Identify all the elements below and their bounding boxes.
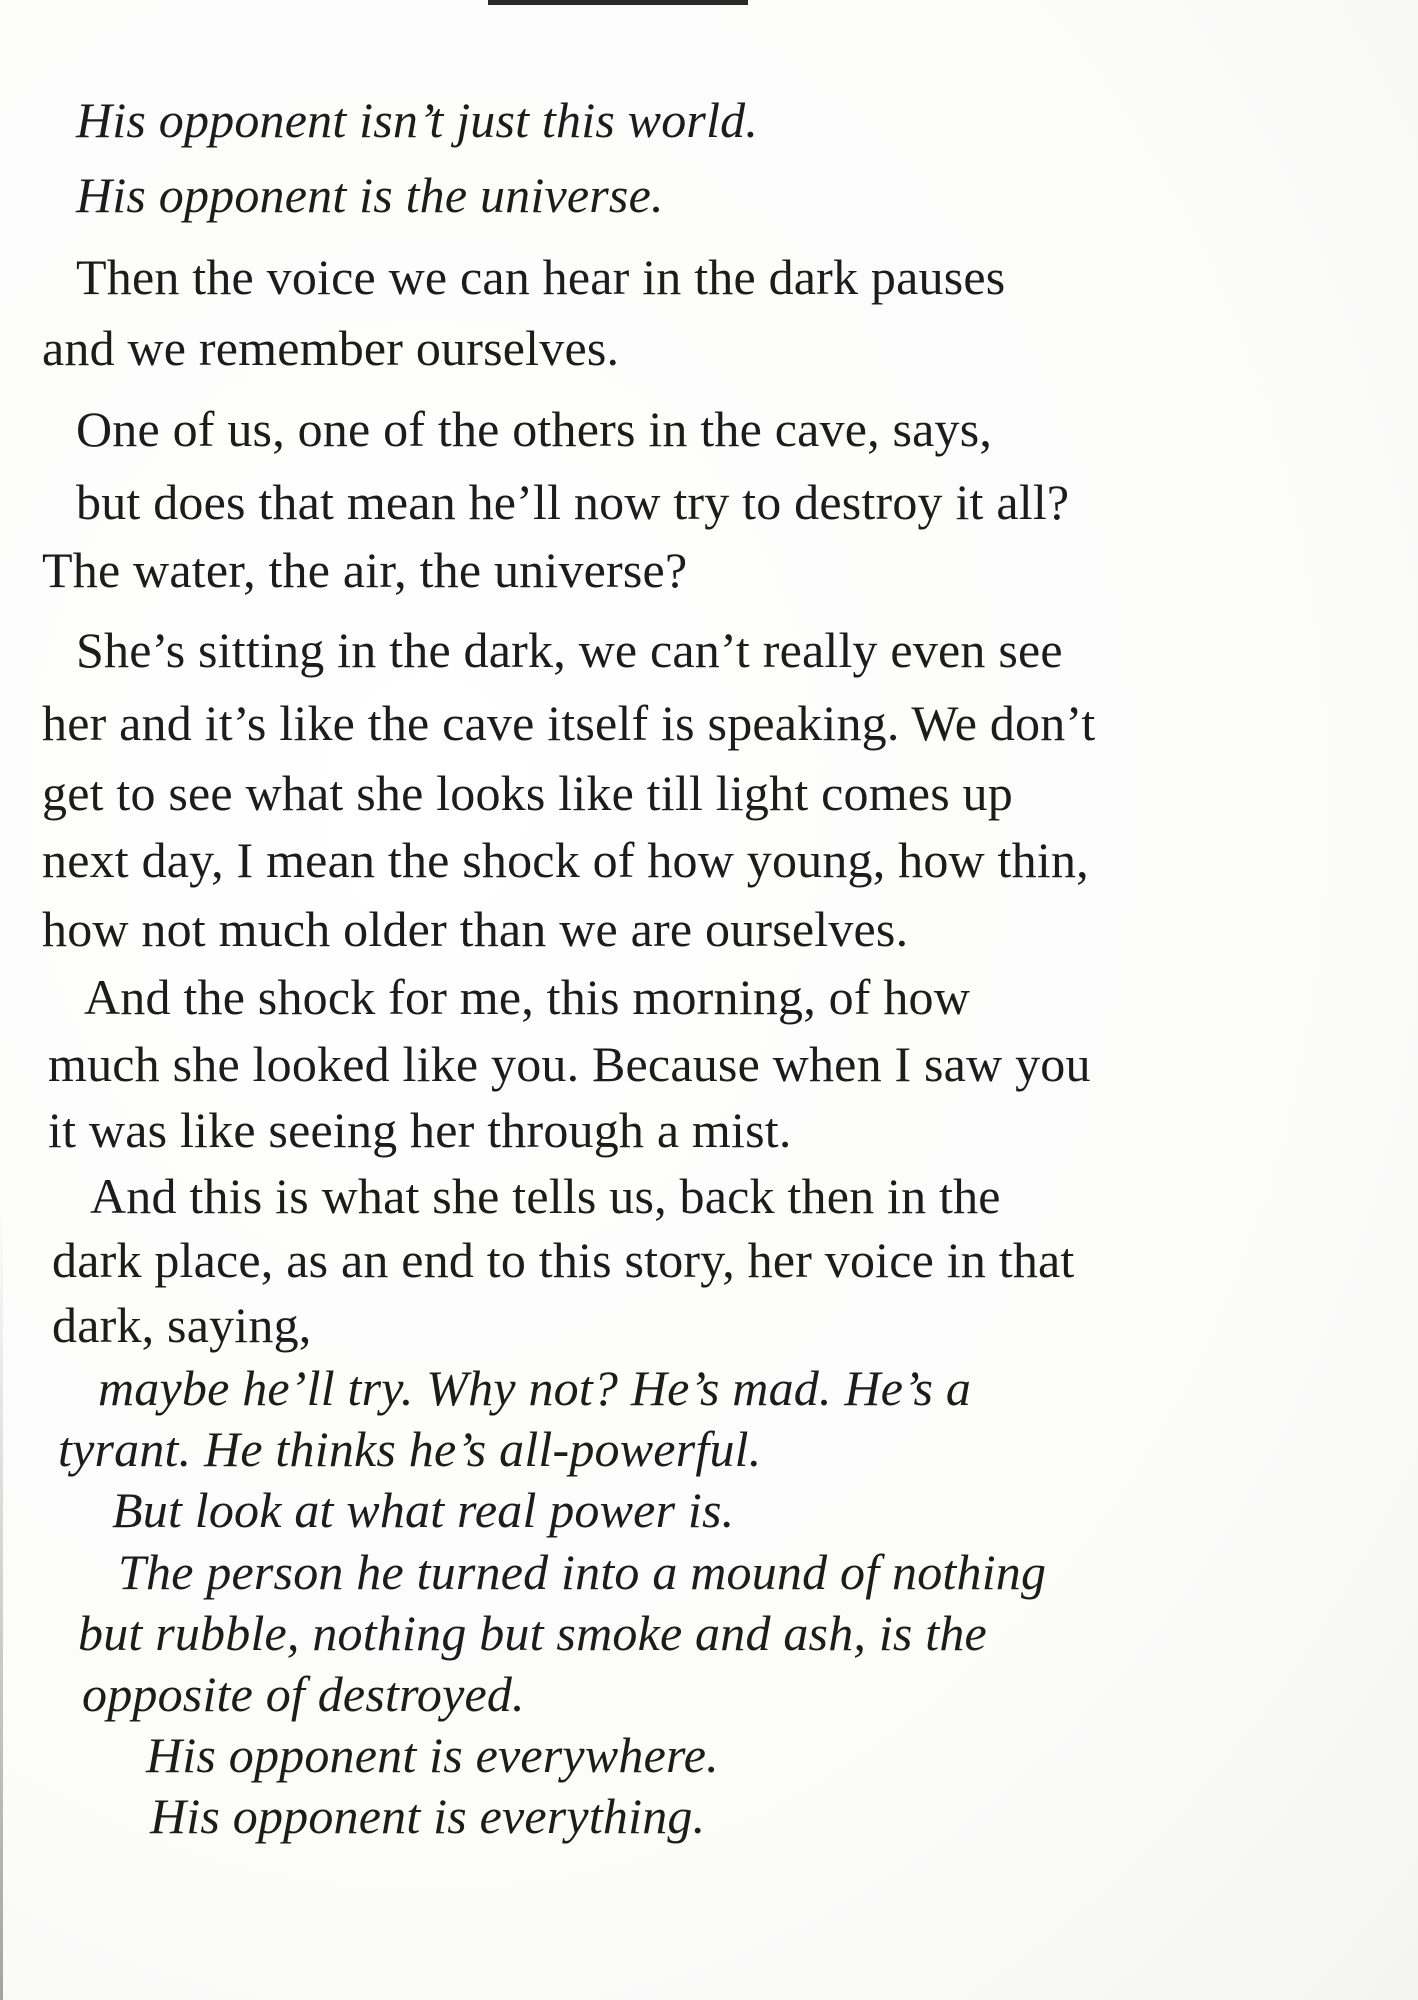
text-line: But look at what real power is. — [112, 1482, 735, 1538]
top-rule — [488, 0, 748, 5]
text-line: His opponent is everywhere. — [146, 1727, 719, 1783]
text-line: His opponent is everything. — [150, 1788, 706, 1844]
text-line: get to see what she looks like till light comes up — [42, 765, 1013, 821]
text-line: and we remember ourselves. — [42, 320, 620, 376]
text-line: her and it’s like the cave itself is speaking. We don’t — [42, 695, 1096, 751]
text-line: dark, saying, — [52, 1297, 312, 1353]
text-line: She’s sitting in the dark, we can’t really even see — [76, 622, 1063, 678]
text-line: The water, the air, the universe? — [42, 542, 688, 598]
text-line: maybe he’ll try. Why not? He’s mad. He’s a — [98, 1360, 972, 1416]
text-line: dark place, as an end to this story, her voice in that — [52, 1232, 1075, 1288]
text-line: His opponent isn’t just this world. — [76, 92, 759, 148]
text-line: but does that mean he’ll now try to destroy it all? — [76, 474, 1070, 530]
text-line: how not much older than we are ourselves. — [42, 901, 909, 957]
text-line: next day, I mean the shock of how young, how thin, — [42, 832, 1089, 888]
text-line: much she looked like you. Because when I saw you — [48, 1036, 1091, 1092]
text-line: The person he turned into a mound of nothing — [118, 1544, 1047, 1600]
text-line: tyrant. He thinks he’s all-powerful. — [58, 1421, 762, 1477]
text-line: His opponent is the universe. — [76, 167, 664, 223]
text-line: And this is what she tells us, back then in the — [90, 1168, 1001, 1224]
text-line: And the shock for me, this morning, of how — [84, 969, 971, 1025]
text-line: but rubble, nothing but smoke and ash, is the — [78, 1605, 987, 1661]
text-line: Then the voice we can hear in the dark pauses — [76, 249, 1006, 305]
text-line: One of us, one of the others in the cave, says, — [76, 401, 993, 457]
text-line: it was like seeing her through a mist. — [48, 1102, 792, 1158]
page-edge-shadow — [0, 1200, 3, 2000]
text-line: opposite of destroyed. — [82, 1666, 525, 1722]
